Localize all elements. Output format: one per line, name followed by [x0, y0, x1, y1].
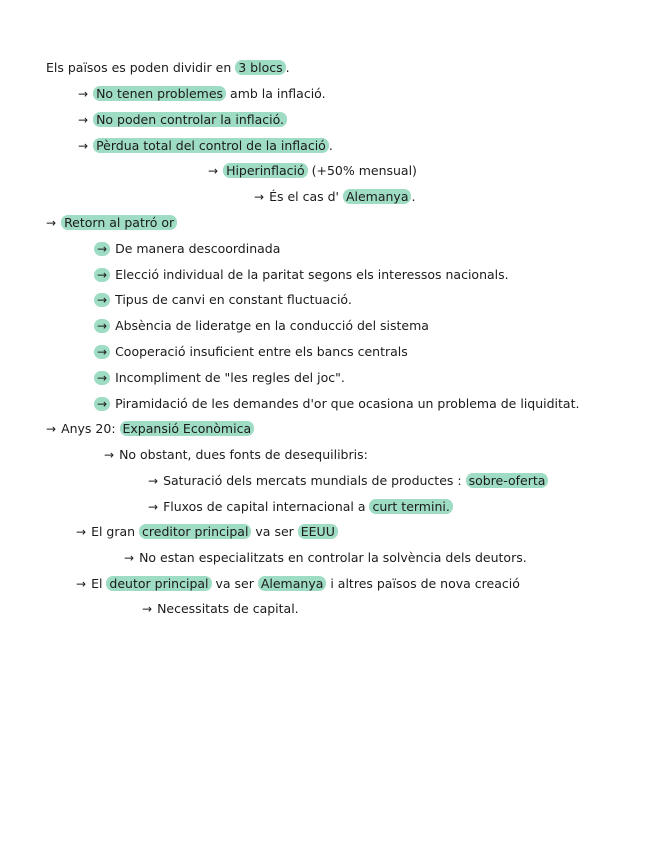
note-line: [94, 396, 579, 412]
note-line: [76, 576, 520, 592]
note-line: [208, 163, 417, 179]
note-text: .: [328, 138, 333, 153]
highlighted-text: Pèrdua total del control de la inflació: [93, 138, 329, 153]
arrow-icon: →: [94, 371, 110, 385]
note-line: [78, 112, 287, 128]
arrow-icon: →: [94, 268, 110, 282]
note-text: El: [91, 576, 107, 591]
note-text: El gran: [91, 524, 140, 539]
note-text: va ser: [211, 576, 258, 591]
arrow-icon: →: [254, 190, 265, 204]
highlighted-text: creditor principal: [139, 524, 251, 539]
note-text: va ser: [251, 524, 298, 539]
highlighted-text: No tenen problemes: [93, 86, 226, 101]
note-line: [46, 421, 254, 437]
note-line: [148, 473, 548, 489]
note-text: De manera descoordinada: [115, 241, 281, 256]
note-text: Anys 20:: [61, 421, 120, 436]
highlighted-text: deutor principal: [106, 576, 211, 591]
note-text: No estan especialitzats en controlar la solvència dels deutors.: [139, 550, 527, 565]
note-text: És el cas d': [269, 189, 343, 204]
arrow-icon: →: [94, 242, 110, 256]
highlighted-text: Alemanya: [258, 576, 327, 591]
note-line: [124, 550, 527, 566]
arrow-icon: →: [148, 500, 159, 514]
highlighted-text: sobre-oferta: [466, 473, 549, 488]
arrow-icon: →: [76, 525, 87, 539]
note-line: [46, 60, 290, 76]
arrow-icon: →: [142, 602, 153, 616]
note-text: Els països es poden dividir en: [46, 60, 236, 75]
highlighted-text: curt termini.: [369, 499, 452, 514]
note-line: [254, 189, 415, 205]
note-text: No obstant, dues fonts de desequilibris:: [119, 447, 368, 462]
note-line: [94, 318, 429, 334]
arrow-icon: →: [76, 577, 87, 591]
arrow-icon: →: [46, 216, 57, 230]
arrow-icon: →: [208, 164, 219, 178]
arrow-icon: →: [148, 474, 159, 488]
note-text: Tipus de canvi en constant fluctuació.: [115, 292, 352, 307]
note-text: Saturació dels mercats mundials de productes :: [163, 473, 466, 488]
note-line: [142, 601, 299, 617]
note-line: [148, 499, 453, 515]
highlighted-text: No poden controlar la inflació.: [93, 112, 287, 127]
note-line: [94, 370, 345, 386]
note-line: [94, 292, 352, 308]
note-text: Piramidació de les demandes d'or que ocasiona un problema de liquiditat.: [115, 396, 580, 411]
highlighted-text: EEUU: [298, 524, 338, 539]
note-line: [76, 524, 338, 540]
arrow-icon: →: [124, 551, 135, 565]
note-line: [78, 138, 333, 154]
highlighted-text: Expansió Econòmica: [120, 421, 255, 436]
arrow-icon: →: [94, 345, 110, 359]
highlighted-text: Hiperinflació: [223, 163, 308, 178]
note-text: Necessitats de capital.: [157, 601, 299, 616]
note-line: [94, 344, 408, 360]
note-line: [78, 86, 326, 102]
note-text: Absència de lideratge en la conducció del sistema: [115, 318, 429, 333]
highlighted-text: 3 blocs: [235, 60, 285, 75]
note-text: i altres països de nova creació: [326, 576, 520, 591]
note-text: .: [285, 60, 290, 75]
note-text: amb la inflació.: [226, 86, 326, 101]
note-text: Cooperació insuficient entre els bancs centrals: [115, 344, 408, 359]
arrow-icon: →: [104, 448, 115, 462]
arrow-icon: →: [78, 113, 89, 127]
note-line: [94, 267, 509, 283]
arrow-icon: →: [94, 293, 110, 307]
note-text: (+50% mensual): [307, 163, 417, 178]
note-line: [94, 241, 280, 257]
note-line: [104, 447, 368, 463]
highlighted-text: Alemanya: [343, 189, 412, 204]
arrow-icon: →: [78, 87, 89, 101]
note-text: Incompliment de "les regles del joc".: [115, 370, 345, 385]
note-text: Fluxos de capital internacional a: [163, 499, 370, 514]
highlighted-text: Retorn al patró or: [61, 215, 177, 230]
note-text: Elecció individual de la paritat segons els interessos nacionals.: [115, 267, 509, 282]
note-line: [46, 215, 177, 231]
arrow-icon: →: [78, 139, 89, 153]
arrow-icon: →: [94, 319, 110, 333]
arrow-icon: →: [94, 397, 110, 411]
arrow-icon: →: [46, 422, 57, 436]
note-text: .: [411, 189, 416, 204]
